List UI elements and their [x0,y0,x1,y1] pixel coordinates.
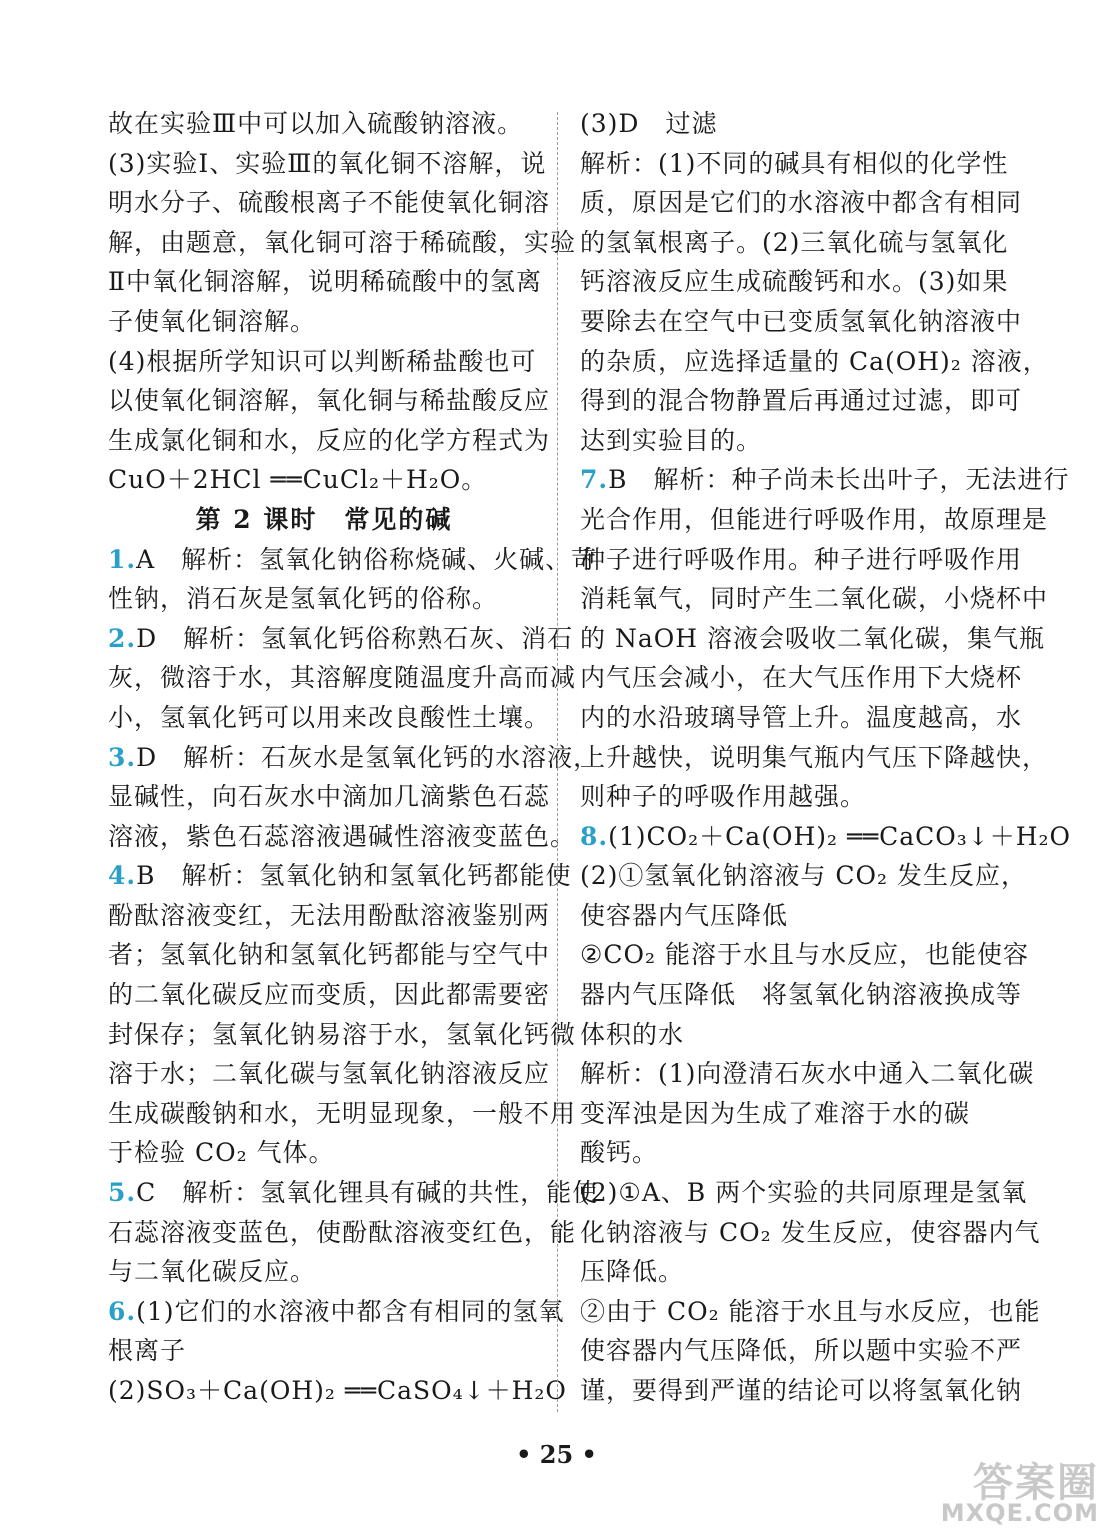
line-text: (3)D 过滤 [580,109,718,138]
line-text: 的杂质，应选择适量的 Ca(OH)₂ 溶液， [580,346,1049,376]
text-line [108,698,551,738]
question-number: 4. [108,861,137,891]
text-line [108,896,551,936]
text-line [108,1252,540,1292]
text-line [108,1054,551,1094]
text-line [108,1094,577,1134]
question-number: 2. [108,623,137,653]
text-line [580,896,1032,936]
line-text: 要除去在空气中已变质氢氧化钠溶液中 [580,306,1023,336]
line-text: B 解析：氢氧化钠和氢氧化钙都能使 [136,861,572,891]
line-text: (4)根据所学知识可以判断稀盐酸也可 [108,346,537,376]
line-text: ②由于 CO₂ 能溶于水且与水反应，也能 [580,1296,1041,1326]
line-text: ②CO₂ 能溶于水且与水反应，也能使容 [580,940,1030,970]
line-text: (1)它们的水溶液中都含有相同的氢氧 [136,1296,565,1326]
text-line [580,342,1049,382]
text-line [580,500,1049,540]
text-line [580,975,1032,1015]
text-line [108,342,540,382]
text-line [108,619,574,659]
text-line [108,540,598,580]
line-text: 酚酞溶液变红，无法用酚酞溶液鉴别两 [108,900,551,930]
text-line [580,262,1032,302]
line-text: 第 2 课时 常见的碱 [195,504,453,534]
text-line [580,658,1032,698]
text-line [108,223,577,263]
text-line [580,1094,1032,1134]
line-text: 溶液，紫色石蕊溶液遇碱性溶液变蓝色。 [108,821,577,851]
text-line [580,183,1032,223]
line-text: D 解析：石灰水是氢氧化钙的水溶液， [136,742,600,772]
text-line [580,144,1032,184]
watermark-text-top: 答案圈 [973,1460,1099,1506]
text-line [108,1015,577,1055]
text-line [108,104,540,144]
line-text: 灰，微溶于水，其溶解度随温度升高而减 [108,663,577,693]
line-text: 钙溶液反应生成硫酸钙和水。(3)如果 [580,267,1009,297]
text-line [580,421,1032,461]
line-text: (2)①A、B 两个实验的共同原理是氢氧 [580,1178,1028,1208]
line-text: 者；氢氧化钠和氢氧化钙都能与空气中 [108,940,551,970]
line-text: 石蕊溶液变蓝色，使酚酞溶液变红色，能 [108,1217,577,1247]
question-number: 8. [580,821,609,851]
line-text: B 解析：种子尚未长出叶子，无法进行 [608,465,1070,495]
right-column [580,104,1072,1411]
text-line [580,1015,1032,1055]
line-text: 生成碳酸钠和水，无明显现象，一般不用 [108,1098,577,1128]
text-line [108,381,551,421]
line-text: 达到实验目的。 [580,425,763,455]
line-text: 得到的混合物静置后再通过过滤，即可 [580,386,1023,416]
text-line [580,1292,1041,1332]
line-text: 种子进行呼吸作用。种子进行呼吸作用 [580,544,1023,574]
line-text: 根离子 [108,1336,187,1366]
text-line [108,975,551,1015]
line-text: 的 NaOH 溶液会吸收二氧化碳，集气瓶 [580,623,1045,653]
text-line [580,1371,1032,1411]
text-line [580,1331,1032,1371]
line-text: 器内气压降低 将氢氧化钠溶液换成等 [580,980,1023,1010]
line-text: 上升越快，说明集气瓶内气压下降越快， [580,742,1049,772]
question-number: 5. [108,1178,137,1208]
text-line [580,1133,1032,1173]
text-line [580,777,1032,817]
text-line [108,1133,540,1173]
line-text: 使容器内气压降低，所以题中实验不严 [580,1336,1023,1366]
question-number: 1. [108,544,137,574]
text-line [108,579,540,619]
line-text: 溶于水；二氧化碳与氢氧化钠溶液反应 [108,1059,551,1089]
line-text: 子使氧化铜溶解。 [108,306,317,336]
line-text: 谨，要得到严谨的结论可以将氢氧化钠 [580,1376,1023,1405]
text-line [108,183,551,223]
line-text: 性钠，消石灰是氢氧化钙的俗称。 [108,584,499,614]
text-line [580,381,1032,421]
line-text: 消耗氧气，同时产生二氧化碳，小烧杯中 [580,584,1049,614]
text-line [580,223,1032,263]
text-line [108,460,540,500]
line-text: 则种子的呼吸作用越强。 [580,782,867,812]
text-line [580,460,1070,500]
column-divider [557,112,558,1412]
line-text: 故在实验Ⅲ中可以加入硫酸钠溶液。 [108,109,524,138]
text-line [108,856,572,896]
text-line [108,817,577,857]
line-text: CuO＋2HCl ══CuCl₂＋H₂O。 [108,465,488,495]
text-line [580,738,1049,778]
text-line [580,579,1049,619]
line-text: 解析：(1)向澄清石灰水中通入二氧化碳 [580,1059,1035,1089]
section-heading [108,500,540,540]
line-text: (1)CO₂＋Ca(OH)₂ ══CaCO₃↓＋H₂O [608,821,1072,851]
line-text: 变浑浊是因为生成了难溶于水的碳 [580,1098,971,1128]
page-number: • 25 • [516,1440,597,1469]
text-line [108,935,551,975]
text-line [108,1371,567,1411]
text-line [580,1054,1035,1094]
text-line [580,619,1045,659]
line-text: 光合作用，但能进行呼吸作用，故原理是 [580,504,1049,534]
watermark-logo [940,1460,1099,1528]
text-line [580,1213,1041,1253]
text-line [108,658,577,698]
text-line [108,1173,599,1213]
text-line [108,1213,577,1253]
line-text: 化钠溶液与 CO₂ 发生反应，使容器内气 [580,1217,1041,1247]
text-line [580,817,1072,857]
line-text: 与二氧化碳反应。 [108,1257,317,1287]
line-text: 内气压会减小，在大气压作用下大烧杯 [580,663,1023,693]
line-text: 解，由题意，氧化铜可溶于稀硫酸，实验 [108,227,577,257]
line-text: 生成氯化铜和水，反应的化学方程式为 [108,425,551,455]
text-line [108,421,551,461]
text-line [580,104,1032,144]
line-text: 质，原因是它们的水溶液中都含有相同 [580,188,1023,218]
watermark-text-bottom: MXQE.COM [940,1499,1099,1527]
text-line [580,856,1032,896]
line-text: (2)①氢氧化钠溶液与 CO₂ 发生反应， [580,861,1027,891]
line-text: 封保存；氢氧化钠易溶于水，氢氧化钙微 [108,1019,577,1049]
line-text: 使容器内气压降低 [580,900,789,930]
text-line [580,935,1032,975]
text-line [108,302,540,342]
left-column [108,104,600,1411]
line-text: 内的水沿玻璃导管上升。温度越高，水 [580,702,1023,732]
text-line [108,777,551,817]
text-line [580,1173,1032,1213]
question-number: 3. [108,742,137,772]
line-text: A 解析：氢氧化钠俗称烧碱、火碱、苛 [136,544,598,574]
line-text: 的氢氧根离子。(2)三氧化硫与氢氧化 [580,227,1009,257]
line-text: 小，氢氧化钙可以用来改良酸性土壤。 [108,702,551,732]
question-number: 6. [108,1296,137,1326]
line-text: 解析：(1)不同的碱具有相似的化学性 [580,148,1009,178]
text-line [580,698,1032,738]
line-text: (3)实验Ⅰ、实验Ⅲ的氧化铜不溶解，说 [108,148,547,178]
text-line [108,262,540,302]
line-text: 以使氧化铜溶解，氧化铜与稀盐酸反应 [108,386,551,416]
line-text: 于检验 CO₂ 气体。 [108,1138,335,1168]
text-line [108,144,547,184]
line-text: D 解析：氢氧化钙俗称熟石灰、消石 [136,623,574,653]
line-text: 体积的水 [580,1019,685,1049]
text-line [580,1252,1032,1292]
text-line [108,1331,540,1371]
line-text: Ⅱ中氧化铜溶解，说明稀硫酸中的氢离 [108,267,542,297]
line-text: 的二氧化碳反应而变质，因此都需要密 [108,980,551,1010]
text-line [108,738,600,778]
line-text: 明水分子、硫酸根离子不能使氧化铜溶 [108,188,551,218]
text-line [580,302,1032,342]
line-text: 显碱性，向石灰水中滴加几滴紫色石蕊 [108,782,551,812]
line-text: 酸钙。 [580,1138,659,1168]
line-text: 压降低。 [580,1257,685,1287]
line-text: C 解析：氢氧化锂具有碱的共性，能使 [136,1178,599,1208]
text-line [580,540,1032,580]
question-number: 7. [580,465,609,495]
text-line [108,1292,565,1332]
line-text: (2)SO₃＋Ca(OH)₂ ══CaSO₄↓＋H₂O [108,1376,567,1405]
